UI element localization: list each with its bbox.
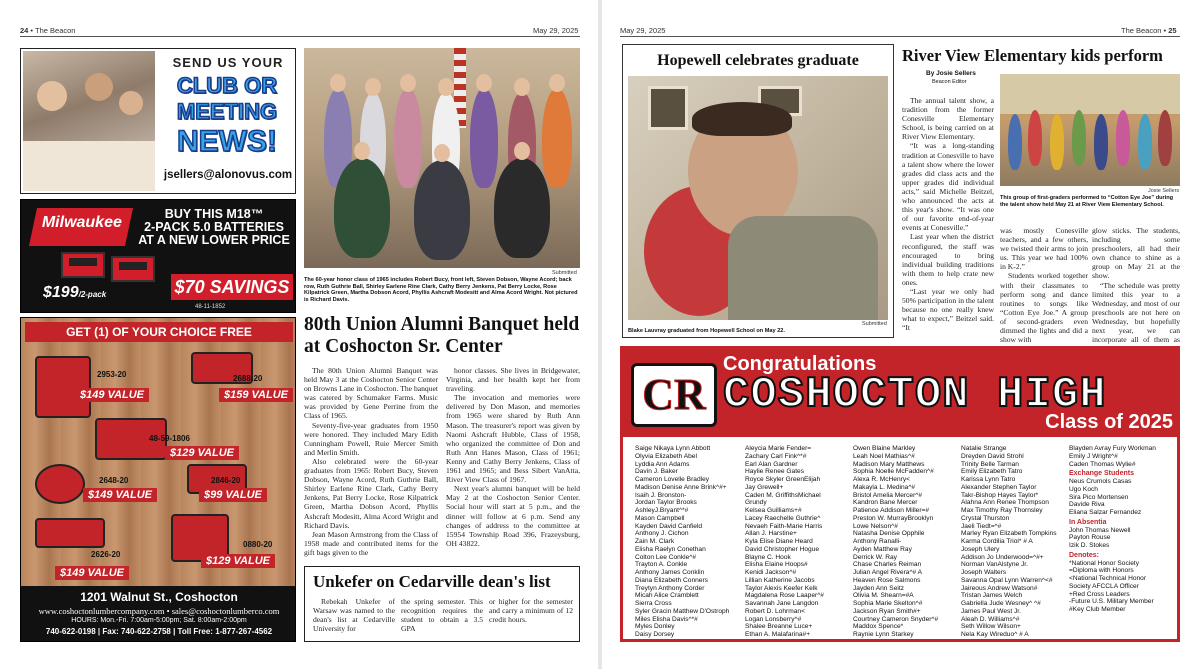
graduate-name: Aleah D. Williams^# xyxy=(961,615,1020,623)
graduate-name: James Paul West Jr. xyxy=(961,607,1021,615)
tool-value: $129 VALUE xyxy=(165,446,239,460)
graduate-name: Courtney Cameron Snyder^# xyxy=(853,615,939,623)
paragraph: Last year when the district reconfigured, the staff was encouraged to bring individual building traditions with them to help crate new ones. xyxy=(902,232,994,287)
milwaukee-headline-3: AT A NEW LOWER PRICE xyxy=(138,233,290,247)
child-shape xyxy=(1116,110,1130,166)
deans-headline: Unkefer on Cedarville dean's list xyxy=(313,572,551,591)
lumber-phones: 740-622-0198 | Fax: 740-622-2758 | Toll Free: 1-877-267-4562 xyxy=(45,627,273,636)
deans-list-box xyxy=(304,566,580,642)
club-ad-line3: NEWS! xyxy=(177,125,277,158)
denotes-item: +Red Cross Leaders xyxy=(1069,590,1130,598)
paragraph: “Last year we only had 50% participation in the talent because no one really knew what to expect,” Beitzel said. “It xyxy=(902,286,994,333)
right-paper-name: The Beacon xyxy=(1121,26,1162,35)
denotes-item: <National Technical Honor xyxy=(1069,575,1147,582)
tool-sku: 2688-20 xyxy=(233,374,263,383)
graduate-name: Joseph Ulery xyxy=(961,545,1000,553)
graduate-name: Myles Donley xyxy=(635,623,675,631)
milwaukee-savings: $70 SAVINGS xyxy=(171,274,293,300)
person-shape xyxy=(85,73,113,101)
deans-column-2 xyxy=(401,597,483,633)
graduate-name: Kelsea Guilliams+# xyxy=(745,507,802,514)
graduate-name: Emily Elizabeth Tatro xyxy=(961,468,1023,476)
graduate-name: Zain M. Clark xyxy=(635,538,675,545)
riverview-role: Beacon Editor xyxy=(932,79,967,85)
graduate-name: Kandron Bane Mercer xyxy=(853,499,918,507)
graduate-name: Anthony James Conklin xyxy=(635,569,705,576)
graduate-name: Marley Ryan Elizabeth Tompkins xyxy=(961,530,1057,538)
alumni-caption: The 60-year honor class of 1965 includes Robert Bucy, front left, Steven Dobson, Wayne Acord; back row, Ruth Guthrie Ball, Shirley Earlene Rine Clark, Cathy Berry Jenkens, Pat Berry Locke, Rose Kilpatrick Green, Martha Dobson Acord, Phyllis Ashcraft Modesitt and Alma Acord Wright. Not pictured is Richard Davis. xyxy=(304,277,578,303)
alumni-photo-credit: Submitted xyxy=(552,270,577,276)
graduate-name: Lowe Nelson^# xyxy=(853,522,898,530)
denotes-item: Society AFCCLA Officer xyxy=(1069,582,1139,590)
lumber-tools-ad xyxy=(20,317,296,642)
graduate-name: Anthony Ranalli- xyxy=(853,538,902,545)
page-spine xyxy=(598,0,602,669)
graduate-name: Elisha Elaine Hoops# xyxy=(745,561,808,569)
tool-sku: 2846-20 xyxy=(211,476,241,485)
graduate-name: Grundy xyxy=(745,499,767,507)
lumber-hours: HOURS: Mon.-Fri. 7:00am-5:00pm; Sat. 8:00am-2:00pm xyxy=(71,617,247,624)
riverview-caption: This group of first-graders performed to “Cotton Eye Joe” during the talent show held May 21 at River View Elementary School. xyxy=(1000,195,1174,208)
shirt-shape xyxy=(728,216,878,320)
graduate-name: Karissa Lynn Tatro xyxy=(961,476,1016,483)
graduate-name: Olivia M. Shearn=#A xyxy=(853,592,914,600)
head-shape xyxy=(438,78,454,96)
milwaukee-logo-text: Milwaukee xyxy=(41,214,122,231)
paragraph: glow sticks. The students, including some preschoolers, all had their own chance to shine as a group on May 21 at the show. xyxy=(1092,226,1180,281)
graduate-name: Davin J. Baker xyxy=(635,468,678,476)
graduate-name: Micah Alice Cramblett xyxy=(635,592,699,600)
riverview-photo-credit: Josie Sellers xyxy=(1148,188,1180,194)
class-year: Class of 2025 xyxy=(1045,411,1173,433)
left-paper-name: The Beacon xyxy=(35,26,76,35)
graduate-name: Patience Addison Miller=# xyxy=(853,507,930,514)
graduate-name: Jayden Ann Seitz xyxy=(853,584,904,592)
right-folio: The Beacon • 25 xyxy=(1121,26,1177,35)
person-shape xyxy=(334,158,390,258)
exchange-students-heading: Exchange Students xyxy=(1069,470,1134,478)
graduate-name: Natalie Strange xyxy=(961,445,1007,452)
graduate-name: Alexander Stephen Taylor xyxy=(961,483,1037,491)
graduate-name: Isaih J. Bronston- xyxy=(635,491,687,499)
alumni-column-2 xyxy=(446,366,580,548)
tool-sku: 2626-20 xyxy=(91,550,121,559)
graduate-name: Blayden Avray Fury Workman xyxy=(1069,445,1156,452)
graduate-name: Miles Elisha Davis^*# xyxy=(635,615,698,623)
hopewell-caption: Blake Lauvray graduated from Hopewell School on May 22. xyxy=(628,328,785,334)
graduate-name: Max Timothy Ray Thornsley xyxy=(961,507,1043,514)
graduate-name: Crystal Thurston xyxy=(961,514,1010,522)
exchange-student-name: Sira Pico Mortensen xyxy=(1069,493,1129,501)
graduate-name: Jaeli Tiedt=^# xyxy=(961,522,1002,530)
graduate-name: Julian Angel Rivera^# A xyxy=(853,569,923,576)
graduate-name: Trinity Belle Tarman xyxy=(961,460,1019,468)
sander-icon xyxy=(35,464,85,504)
graduate-name: Jaireous Andrew Watson# xyxy=(961,584,1038,592)
graduate-name: Maddox Spence* xyxy=(853,623,904,631)
riverview-column-2 xyxy=(1000,226,1088,344)
graduate-name: Lyddia Ann Adams xyxy=(635,460,690,468)
graduate-name: AshleyJ.Bryant^*# xyxy=(635,507,689,514)
paragraph: was mostly Conesville teachers, and a few others, we twisted their arms to join us. This year we had 100% in K-2.” xyxy=(1000,226,1088,272)
paragraph: “The schedule was pretty limited this year to a Wednesday, and most of our preschools are not here on Wednesday, but hopefully next year, we can incorporate all of them as xyxy=(1092,280,1180,345)
person-shape xyxy=(414,160,470,260)
tools-ad-header: GET (1) OF YOUR CHOICE FREE xyxy=(25,322,293,342)
graduate-column-2 xyxy=(745,445,853,639)
paragraph: The annual talent show, a tradition from the former Conesville Elementary School, is being carried on at River View Elementary. xyxy=(902,96,994,142)
milwaukee-headline xyxy=(133,208,295,247)
head-shape xyxy=(476,74,492,92)
graduate-column-4 xyxy=(961,445,1069,639)
graduate-name: Sierra Cross xyxy=(635,600,672,607)
child-shape xyxy=(1158,110,1172,166)
graduate-name: Karma Cordilia Triol* # A xyxy=(961,538,1033,545)
paragraph: Seventy-five-year graduates from 1950 were honored. They included Mary Edith Cunningham Powell, Ruie Mercer Smith and Merlin Smith. xyxy=(304,420,438,457)
graduate-name: Logan Lonsberry^# xyxy=(745,615,802,623)
tool-value: $149 VALUE xyxy=(83,488,157,502)
person-shape xyxy=(394,88,422,188)
club-ad-email[interactable]: jsellers@alonovus.com xyxy=(163,169,293,181)
person-shape xyxy=(470,88,498,188)
milwaukee-battery-ad xyxy=(20,199,296,313)
graduate-column-1 xyxy=(635,445,743,639)
riverview-byline: By Josie Sellers xyxy=(926,70,976,77)
tool-value: $99 VALUE xyxy=(199,488,267,502)
graduate-name: Olyvia Elizabeth Abel xyxy=(635,452,697,460)
graduate-name: Nevaeh Faith-Marie Harris xyxy=(745,522,823,530)
tool-sku: 0880-20 xyxy=(243,540,273,549)
paragraph: Rebekah Unkefer of Warsaw was named to the dean's list at Cedarville University for xyxy=(313,597,395,634)
head-shape xyxy=(330,74,346,92)
paragraph: The 80th Union Alumni Banquet was held May 3 at the Coshocton Senior Center on Browns Lane in Coshocton. The banquet was catered by Schumaker Farms. Music was provided by Gene Perrine from the Class of 1965. xyxy=(304,366,438,421)
graduate-name: David Christopher Hogue xyxy=(745,545,820,553)
price-value: $199 xyxy=(43,284,79,301)
graduate-name: Emily J Wright^# xyxy=(1069,452,1118,460)
price-unit: /2-pack xyxy=(78,290,107,299)
child-shape xyxy=(1094,114,1108,170)
graduate-name: Anthony J. Cichon xyxy=(635,530,689,538)
graduate-name: Dreyden David Strohl xyxy=(961,452,1024,460)
child-shape xyxy=(1072,110,1086,166)
left-folio-date: May 29, 2025 xyxy=(533,26,579,35)
graduate-name: Natasha Denise Opphile xyxy=(853,530,925,538)
graduates-banner xyxy=(623,349,1177,437)
graduate-name: Shalee Breanne Luce+ xyxy=(745,623,813,631)
absentia-name: Payton Rouse xyxy=(1069,534,1111,542)
exchange-student-name: Ugo Koch xyxy=(1069,485,1098,493)
paragraph: Jean Mason Armstrong from the Class of 1958 made and contributed items for the gift bags given to the xyxy=(304,529,438,557)
multi-tool-icon xyxy=(35,518,105,548)
paragraph: Students worked together with their classmates to perform song and dance routines to songs like “Cotton Eye Joe.” A group of second-graders even dimmed the lights and did a show with xyxy=(1000,271,1088,345)
riverview-performance-photo xyxy=(1000,74,1180,186)
graduate-name: Elisha Raelyn Conethan xyxy=(635,545,706,553)
graduate-name: Sophia Marie Skelton^# xyxy=(853,600,923,607)
lumber-ad-footer xyxy=(21,586,296,642)
denotes-item: =Diploma with Honors xyxy=(1069,567,1134,575)
child-shape xyxy=(1028,110,1042,166)
hopewell-graduate-photo xyxy=(628,76,888,320)
graduate-name: Ayden Matthew Ray xyxy=(853,545,912,553)
lumber-address: 1201 Walnut St., Coshocton xyxy=(80,590,238,604)
battery-icon xyxy=(61,252,105,278)
graduate-column-3 xyxy=(853,445,961,639)
graduate-name: Kenidi Jackson^# xyxy=(745,569,797,576)
person-shape xyxy=(37,81,67,111)
child-shape xyxy=(1008,114,1022,170)
congratulations-text: Congratulations xyxy=(723,353,877,375)
denotes-item: #Key Club Member xyxy=(1069,606,1126,613)
head-shape xyxy=(365,78,381,96)
head-shape xyxy=(549,74,565,92)
graduate-name: Diana Elizabeth Conners xyxy=(635,576,708,584)
graduate-name: Sophia Noelle McFadden^# xyxy=(853,468,934,476)
lumber-web[interactable]: www.coshoctonlumbercompany.com • sales@coshoctonlumberco.com xyxy=(38,606,280,616)
graduate-name: Aleycia Marie Fender= xyxy=(745,445,812,452)
head-shape xyxy=(514,78,530,96)
graduate-name: Madison Mary Matthews xyxy=(853,460,925,468)
alumni-headline: 80th Union Alumni Banquet held at Coshocton Sr. Center xyxy=(304,314,580,357)
tool-value: $149 VALUE xyxy=(75,388,149,402)
club-ad-photo xyxy=(23,51,155,191)
graduate-name: Makayla L. Medina^# xyxy=(853,483,916,491)
window-shape xyxy=(648,86,688,130)
graduate-name: Raynie Lynn Starkey xyxy=(853,631,914,638)
graduate-name: Norman VanAlstyne Jr. xyxy=(961,561,1028,569)
exchange-student-name: Eliana Salzar Fernandez xyxy=(1069,509,1142,516)
graduate-name: Alahna Ann Renee Thompson xyxy=(961,499,1049,507)
table-shape xyxy=(23,141,155,191)
paragraph: the spring semester. This recognition requires the student to obtain a 3.5 GPA xyxy=(401,597,483,634)
tool-value: $149 VALUE xyxy=(55,566,129,580)
club-ad-send: SEND US YOUR xyxy=(172,55,284,70)
graduate-name: Joseph Walters xyxy=(961,569,1007,576)
graduate-name: Lacey Raechelle Guthrie^ xyxy=(745,514,821,522)
graduate-name: Leah Noel Mathias^# xyxy=(853,452,915,460)
deans-column-1 xyxy=(313,597,395,633)
impact-driver-icon xyxy=(35,356,91,418)
graduate-name: Daisy Dorsey xyxy=(635,631,675,638)
graduate-name: Jordan Taylor Brooks xyxy=(635,499,697,507)
head-shape xyxy=(434,144,450,162)
graduate-name: Robert D. Lohrman< xyxy=(745,607,805,615)
head-shape xyxy=(354,142,370,160)
graduate-name: Saige Nikaya Lynn Abbott xyxy=(635,445,711,452)
graduates-ad xyxy=(620,346,1180,642)
paragraph: honor classes. She lives in Bridgewater, Virginia, and her health kept her from traveling. xyxy=(446,366,580,394)
graduate-name: Owen Blaine Markley xyxy=(853,445,916,452)
graduate-name: Jackson Ryan Smith#+ xyxy=(853,607,921,615)
graduate-name: Savanna Opal Lynn Warren^<# xyxy=(961,576,1053,584)
graduate-name: Trayton A. Conkle xyxy=(635,561,688,569)
tool-value: $159 VALUE xyxy=(219,388,293,402)
graduate-name: Ethan A. Malafarina#+ xyxy=(745,631,811,638)
stage-wall xyxy=(1000,74,1180,114)
graduate-name: Jay Grewell+ xyxy=(745,483,784,491)
graduate-name: Cameron Lovelle Bradley xyxy=(635,476,710,483)
child-shape xyxy=(1050,114,1064,170)
exchange-student-name: Davide Riva xyxy=(1069,501,1105,509)
alumni-column-1 xyxy=(304,366,438,557)
milwaukee-sku: 48-11-1852 xyxy=(195,304,226,310)
milwaukee-price xyxy=(43,284,106,302)
club-ad-line1: CLUB OR xyxy=(176,73,278,98)
graduate-name: Chase Charles Reiman xyxy=(853,561,922,569)
person-shape xyxy=(119,91,143,115)
graduate-name: Preston W. MurrayBrooklyn xyxy=(853,514,934,522)
paragraph: “It was a long-standing tradition at Conesville to have a talent show where the lower grades did class acts and the upper grades did individual acts,” said Michelle Beitzel, who announced the acts at this year's show. “It was one of our favorite end-of-year events at Conesville.” xyxy=(902,141,994,233)
graduate-name: Mason Campbell xyxy=(635,514,685,522)
right-header-rule xyxy=(620,36,1180,37)
right-page-number: 25 xyxy=(1168,26,1177,35)
paragraph: or higher for the semester and carry a minimum of 12 credit hours. xyxy=(489,597,573,625)
alumni-group-photo xyxy=(304,48,580,268)
graduate-name: Takr-Bishop Hayes Taylor* xyxy=(961,491,1039,499)
milwaukee-logo xyxy=(29,208,133,246)
riverview-column-3 xyxy=(1092,226,1180,353)
hopewell-headline: Hopewell celebrates graduate xyxy=(657,52,859,69)
graduate-name: Lillian Katherine Jacobs xyxy=(745,576,815,584)
left-page-number: 24 xyxy=(20,26,29,35)
tool-sku: 2648-20 xyxy=(99,476,129,485)
denotes-item: -Future U.S. Military Member xyxy=(1069,598,1154,606)
graduate-column-5 xyxy=(1069,445,1175,614)
child-shape xyxy=(1138,114,1152,170)
graduate-name: Derrick W. Ray xyxy=(853,553,897,561)
left-folio: 24 • The Beacon xyxy=(20,26,76,35)
hopewell-photo-credit: Submitted xyxy=(862,321,887,327)
club-ad-line2: MEETING xyxy=(176,99,278,124)
tool-value: $129 VALUE xyxy=(201,554,275,568)
graduate-name: Earl Alan Gardner xyxy=(745,460,798,468)
graduate-name: Tristan James Welch xyxy=(961,592,1023,600)
denotes-item: *National Honor Society xyxy=(1069,559,1140,567)
graduate-name: Syler Gracin Matthew D'Ostroph xyxy=(635,607,730,615)
tool-sku: 2953-20 xyxy=(97,370,127,379)
graduate-name: Kyla Elise Diane Heard xyxy=(745,538,813,545)
head-shape xyxy=(400,74,416,92)
riverview-column-1 xyxy=(902,96,994,332)
graduate-name: Taylor Alexis Keefer Kelk xyxy=(745,584,818,592)
graduate-name: Gabriella Jude Wesney^ ^# xyxy=(961,600,1041,607)
graduate-name: Savannah Jane Langdon xyxy=(745,600,819,607)
hair-shape xyxy=(692,102,792,136)
person-shape xyxy=(494,158,550,258)
graduate-name: Heaven Rose Salmons xyxy=(853,576,921,584)
graduate-name: Kayden David Canfield xyxy=(635,522,703,530)
graduate-name: Addison Jo Underwood=^#+ xyxy=(961,553,1044,561)
battery-icon xyxy=(111,256,155,282)
graduate-name: Magdalena Rose Laaper^# xyxy=(745,592,824,600)
milwaukee-headline-1: BUY THIS M18™ xyxy=(164,207,264,221)
exchange-student-name: Neus Crumols Casas xyxy=(1069,478,1132,485)
graduate-name: Colton Lee Conkle^# xyxy=(635,553,697,561)
absentia-name: Izik D. Stokes xyxy=(1069,542,1110,549)
graduate-name: Alexa R. McHenry< xyxy=(853,476,910,483)
graduate-name: Seth Willow Wilson+ xyxy=(961,623,1021,631)
graduate-name: Zachary Carl Fink^*# xyxy=(745,452,807,460)
milwaukee-headline-2: 2-PACK 5.0 BATTERIES xyxy=(144,220,284,234)
graduate-name: Allan J. Harstine+ xyxy=(745,530,797,538)
denotes-heading: Denotes: xyxy=(1069,551,1099,559)
graduate-name: Treytyn Anthony Corder xyxy=(635,584,705,592)
head-shape xyxy=(514,142,530,160)
paragraph: Also celebrated were the 60-year graduates from 1965: Robert Bucy, Steven Dobson, Wayne Acord, Ruth Guthrie Ball, Shirley Earlene Rine Clark, Cathy Berry Jenkens, Pat Berry Locke, Rose Kilpatrick Green, Martha Dobson Acord, Phyllis Ashcraft Modesitt, Alma Acord Wright and Richard Davis. xyxy=(304,456,438,530)
graduate-name: Blayne C. Hook xyxy=(745,553,791,561)
paragraph: The invocation and memories were delivered by Don Mason, and memories from 1965 were shared by Ruth Ann Mason. The treasurer's report was given by Naomi Ashcraft Hubble, Class of 1958, who organized the committee of Don and Ruth Ann Hanes Mason, Class of 1961; Kenny and Cathy Berry Jenkens, Class of 1961 and 1965; and Bess Sibert VanAtta, River View Class of 1967. xyxy=(446,393,580,485)
right-folio-date: May 29, 2025 xyxy=(620,26,666,35)
school-name: COSHOCTON HIGH xyxy=(723,370,1107,420)
riverview-headline: River View Elementary kids perform xyxy=(902,46,1163,65)
absentia-name: John Thomas Newell xyxy=(1069,526,1131,534)
graduate-name: Bristol Amelia Mercer^# xyxy=(853,491,923,499)
club-news-ad xyxy=(20,48,296,194)
tool-sku: 48-59-1806 xyxy=(149,434,190,443)
graduate-name: Royce Skyler GreenElijah xyxy=(745,476,821,483)
graduate-name: Nela Kay Wireduo^ # A xyxy=(961,631,1029,638)
graduate-name: Madison Denise Anne Brink^#+ xyxy=(635,483,727,491)
graduate-name: Caden Thomas Wylie# xyxy=(1069,460,1136,468)
deans-column-3 xyxy=(489,597,573,624)
paragraph: Next year's alumni banquet will be held May 2 at the Coshocton Senior Center. Social hour will start at 5 p.m., and the dinner will follow at 6 p.m. Send any changes of address to the committee at 15954 Township Road 396, Frazeysburg, OH 43822. xyxy=(446,484,580,548)
graduate-name: Haylie Renee Gates xyxy=(745,468,805,476)
left-header-rule xyxy=(20,36,580,37)
graduate-name: Caden M. GriffithsMichael xyxy=(745,491,821,499)
cr-logo: CR xyxy=(631,363,717,427)
person-shape xyxy=(542,88,572,188)
in-absentia-heading: In Absentia xyxy=(1069,518,1107,526)
